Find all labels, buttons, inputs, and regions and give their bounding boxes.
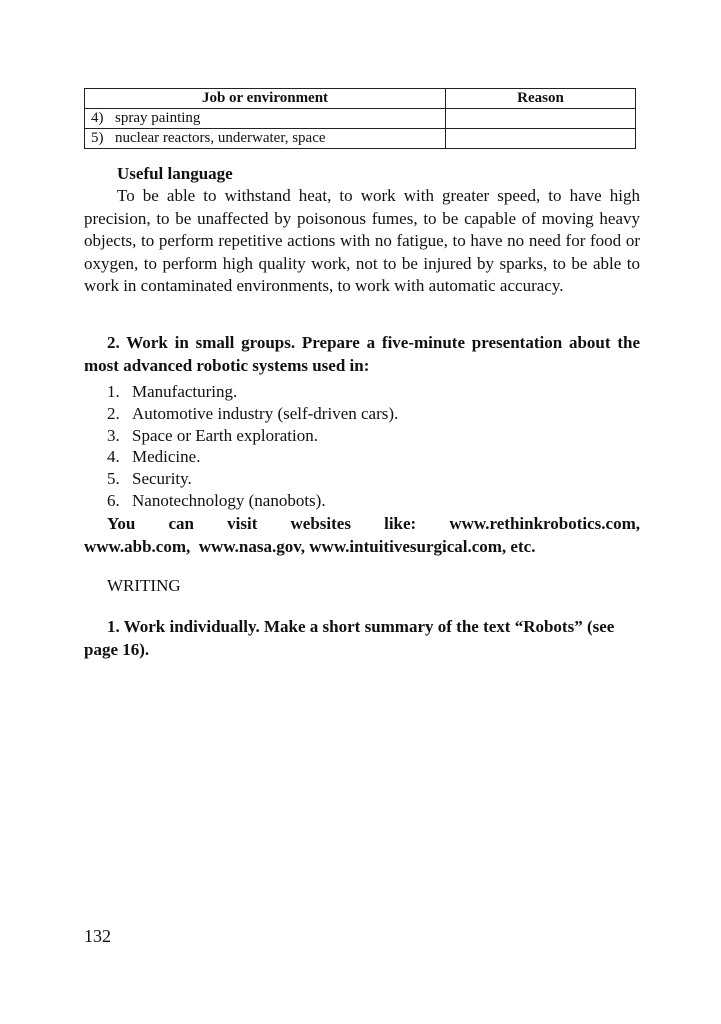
list-number: 1. bbox=[107, 382, 120, 401]
websites-line-1 bbox=[84, 513, 640, 536]
list-label: Space or Earth exploration. bbox=[132, 425, 318, 445]
job-reason-table bbox=[84, 88, 636, 149]
websites-word: websites bbox=[290, 514, 351, 533]
websites-line-2: www.abb.com, www.nasa.gov, www.intuitivesurgical.com, etc. bbox=[84, 536, 536, 556]
table-row bbox=[85, 129, 636, 149]
list-label: Manufacturing. bbox=[132, 382, 238, 401]
websites-word: You bbox=[107, 514, 136, 533]
column-header-reason: Reason bbox=[446, 89, 636, 109]
websites-word: www.rethinkrobotics.com, bbox=[449, 514, 640, 533]
list-item bbox=[107, 446, 398, 468]
useful-language-heading: Useful language bbox=[117, 164, 233, 183]
list-label: Security. bbox=[132, 469, 192, 489]
list-number: 2. bbox=[107, 403, 120, 423]
useful-language-paragraph bbox=[84, 185, 640, 298]
list-item bbox=[107, 468, 398, 490]
websites-word: can bbox=[168, 514, 194, 533]
table-cell-reason bbox=[446, 129, 636, 149]
list-number: 3. bbox=[107, 425, 120, 445]
list-item bbox=[107, 403, 398, 425]
list-number: 5. bbox=[107, 469, 120, 489]
task-2-instruction bbox=[84, 332, 640, 377]
list-label: Nanotechnology (nanobots). bbox=[132, 490, 326, 510]
column-header-job: Job or environment bbox=[85, 89, 446, 109]
websites-note bbox=[84, 513, 640, 558]
writing-task bbox=[84, 616, 640, 661]
row-number: 5) bbox=[91, 130, 104, 146]
topics-list bbox=[107, 381, 398, 512]
list-number: 6. bbox=[107, 490, 120, 510]
table-cell-job bbox=[85, 109, 446, 129]
websites-word: like: bbox=[384, 514, 417, 533]
page-number: 132 bbox=[84, 926, 111, 946]
row-number: 4) bbox=[91, 110, 104, 126]
list-label: Automotive industry (self-driven cars). bbox=[132, 403, 399, 423]
writing-heading: WRITING bbox=[107, 576, 181, 595]
list-label: Medicine. bbox=[132, 447, 201, 467]
task-2-text: 2. Work in small groups. Prepare a five-minute presentation about the most advanced robotic systems used in: bbox=[84, 333, 640, 375]
websites-word: visit bbox=[227, 514, 258, 533]
job-text: spray painting bbox=[115, 110, 201, 126]
table-header-row bbox=[85, 89, 636, 109]
job-text: nuclear reactors, underwater, space bbox=[115, 130, 326, 146]
table-cell-job bbox=[85, 129, 446, 149]
table-cell-reason bbox=[446, 109, 636, 129]
list-item bbox=[107, 381, 398, 403]
list-item bbox=[107, 490, 398, 512]
list-item bbox=[107, 425, 398, 447]
writing-task-text: 1. Work individually. Make a short summary of the text “Robots” (see page 16). bbox=[84, 617, 615, 659]
useful-language-text: To be able to withstand heat, to work with greater speed, to have high precision, to be unaffected by poisonous fumes, to be capable of moving heavy objects, to perform repetitive actions with no fatigue, to have no need for food or oxygen, to perform high quality work, not to be injured by sparks, to be able to work in contaminated environments, to work with automatic accuracy. bbox=[84, 186, 640, 295]
table-row bbox=[85, 109, 636, 129]
list-number: 4. bbox=[107, 447, 120, 467]
